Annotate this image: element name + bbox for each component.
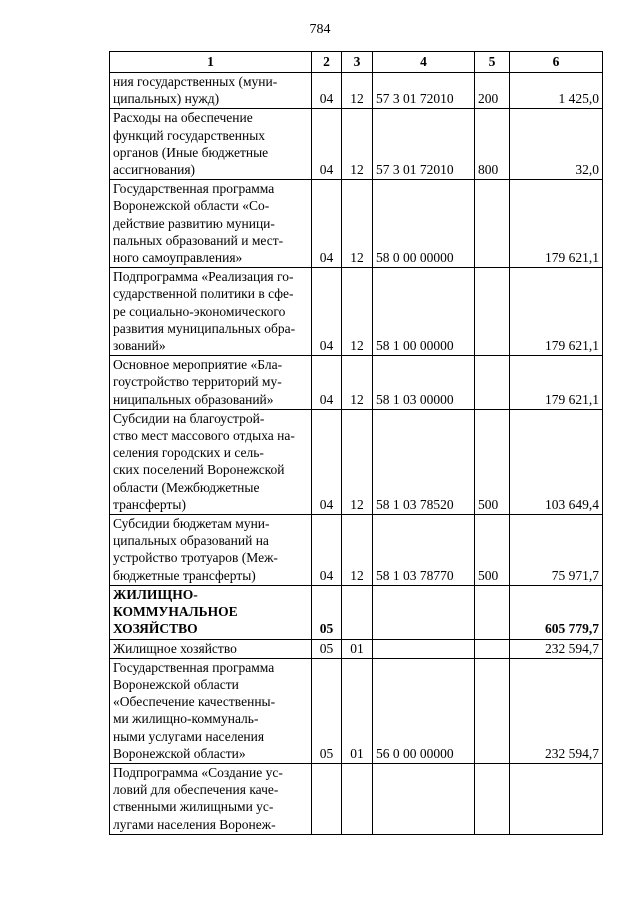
- row-name-cell: [110, 109, 312, 180]
- row-name-line: ре социально-экономического: [113, 303, 286, 319]
- row-name-cell: [110, 585, 312, 639]
- row-name-line: развития муниципальных обра-: [113, 320, 296, 336]
- row-amount-cell: 232 594,7: [510, 639, 603, 658]
- row-amount-cell: 179 621,1: [510, 356, 603, 410]
- row-expense-kind-cell: 500: [475, 409, 510, 514]
- row-name-line: ниципальных образований»: [113, 391, 274, 407]
- row-name-line: Государственная программа: [113, 181, 275, 197]
- row-subsection-cell: 12: [342, 268, 373, 356]
- row-name-line: функций государственных: [113, 127, 266, 143]
- row-name-line: ми жилищно-коммуналь-: [113, 711, 259, 727]
- row-name-line: Жилищное хозяйство: [113, 640, 237, 656]
- row-section-cell: 04: [312, 180, 342, 268]
- row-name-cell: [110, 268, 312, 356]
- row-name-line: ловий для обеспечения каче-: [113, 782, 279, 798]
- row-target-code-cell: 58 1 03 78520: [373, 409, 475, 514]
- table-row: [110, 585, 603, 639]
- row-name-cell: [110, 515, 312, 586]
- row-section-cell: 04: [312, 356, 342, 410]
- row-name-cell: [110, 639, 312, 658]
- table-header-row: [110, 52, 603, 73]
- row-target-code-cell: [373, 585, 475, 639]
- table-row: [110, 639, 603, 658]
- row-target-code-cell: 57 3 01 72010: [373, 73, 475, 109]
- row-name-line: ХОЗЯЙСТВО: [113, 621, 198, 637]
- row-expense-kind-cell: 500: [475, 515, 510, 586]
- row-section-cell: [312, 763, 342, 834]
- row-name-line: гоустройство территорий му-: [113, 374, 282, 390]
- row-amount-cell: 605 779,7: [510, 585, 603, 639]
- row-expense-kind-cell: [475, 585, 510, 639]
- row-section-cell: 05: [312, 585, 342, 639]
- row-amount-cell: 75 971,7: [510, 515, 603, 586]
- table-row: [110, 109, 603, 180]
- row-name-line: Субсидии на благоустрой-: [113, 410, 265, 426]
- row-expense-kind-cell: 800: [475, 109, 510, 180]
- row-name-cell: [110, 73, 312, 109]
- row-amount-cell: 179 621,1: [510, 268, 603, 356]
- row-name-line: действие развитию муници-: [113, 215, 275, 231]
- row-subsection-cell: 01: [342, 658, 373, 763]
- row-subsection-cell: 12: [342, 109, 373, 180]
- row-name-line: Воронежской области «Со-: [113, 198, 270, 214]
- row-name-line: ного самоуправления»: [113, 250, 243, 266]
- row-subsection-cell: 12: [342, 409, 373, 514]
- row-name-line: области (Межбюджетные: [113, 479, 260, 495]
- row-target-code-cell: 56 0 00 00000: [373, 658, 475, 763]
- row-section-cell: 04: [312, 73, 342, 109]
- row-target-code-cell: [373, 763, 475, 834]
- row-name-line: Государственная программа: [113, 659, 275, 675]
- row-name-line: ципальных) нужд): [113, 91, 220, 107]
- header-cell-amount: 6: [510, 52, 603, 73]
- row-name-cell: [110, 658, 312, 763]
- row-name-line: зований»: [113, 338, 166, 354]
- row-section-cell: 04: [312, 409, 342, 514]
- row-name-line: трансферты): [113, 496, 186, 512]
- row-name-line: Субсидии бюджетам муни-: [113, 516, 270, 532]
- row-expense-kind-cell: [475, 639, 510, 658]
- row-section-cell: 04: [312, 109, 342, 180]
- row-name-line: селения городских и сель-: [113, 445, 264, 461]
- table-row: [110, 180, 603, 268]
- row-name-line: ципальных образований на: [113, 533, 269, 549]
- row-name-line: ство мест массового отдыха на-: [113, 428, 295, 444]
- row-expense-kind-cell: 200: [475, 73, 510, 109]
- table-row: [110, 268, 603, 356]
- row-expense-kind-cell: [475, 658, 510, 763]
- row-amount-cell: 232 594,7: [510, 658, 603, 763]
- row-subsection-cell: [342, 763, 373, 834]
- table-row: [110, 409, 603, 514]
- header-cell-section: 2: [312, 52, 342, 73]
- row-name-line: бюджетные трансферты): [113, 567, 256, 583]
- row-name-line: Основное мероприятие «Бла-: [113, 357, 283, 373]
- row-name-line: Подпрограмма «Создание ус-: [113, 764, 283, 780]
- row-expense-kind-cell: [475, 763, 510, 834]
- row-name-line: органов (Иные бюджетные: [113, 144, 269, 160]
- header-cell-name: 1: [110, 52, 312, 73]
- row-name-line: Воронежской области: [113, 676, 239, 692]
- row-name-line: ЖИЛИЩНО-: [113, 586, 198, 602]
- header-cell-expense-kind: 5: [475, 52, 510, 73]
- row-subsection-cell: 12: [342, 515, 373, 586]
- row-section-cell: 05: [312, 639, 342, 658]
- row-name-cell: [110, 409, 312, 514]
- row-name-cell: [110, 356, 312, 410]
- row-name-line: устройство тротуаров (Меж-: [113, 550, 278, 566]
- row-name-line: сударственной политики в сфе-: [113, 286, 294, 302]
- row-target-code-cell: 58 0 00 00000: [373, 180, 475, 268]
- row-target-code-cell: 58 1 03 78770: [373, 515, 475, 586]
- page-number: 784: [309, 22, 331, 37]
- table-row: [110, 658, 603, 763]
- header-cell-subsection: 3: [342, 52, 373, 73]
- row-expense-kind-cell: [475, 356, 510, 410]
- row-amount-cell: 179 621,1: [510, 180, 603, 268]
- row-name-line: лугами населения Воронеж-: [113, 816, 276, 832]
- table-row: [110, 356, 603, 410]
- row-name-line: ными услугами населения: [113, 728, 265, 744]
- row-amount-cell: [510, 763, 603, 834]
- row-name-line: Расходы на обеспечение: [113, 110, 253, 126]
- row-expense-kind-cell: [475, 268, 510, 356]
- row-name-line: «Обеспечение качественны-: [113, 694, 276, 710]
- row-subsection-cell: 12: [342, 180, 373, 268]
- row-name-line: КОММУНАЛЬНОЕ: [113, 604, 238, 620]
- budget-table: [109, 51, 603, 835]
- row-name-line: ния государственных (муни-: [113, 74, 278, 89]
- row-target-code-cell: [373, 639, 475, 658]
- row-target-code-cell: 58 1 00 00000: [373, 268, 475, 356]
- row-section-cell: 04: [312, 268, 342, 356]
- row-name-cell: [110, 180, 312, 268]
- row-target-code-cell: 58 1 03 00000: [373, 356, 475, 410]
- row-expense-kind-cell: [475, 180, 510, 268]
- row-amount-cell: 103 649,4: [510, 409, 603, 514]
- row-target-code-cell: 57 3 01 72010: [373, 109, 475, 180]
- row-name-line: пальных образований и мест-: [113, 232, 284, 248]
- row-section-cell: 04: [312, 515, 342, 586]
- row-name-cell: [110, 763, 312, 834]
- row-subsection-cell: 01: [342, 639, 373, 658]
- row-name-line: ственными жилищными ус-: [113, 799, 274, 815]
- row-subsection-cell: [342, 585, 373, 639]
- row-amount-cell: 1 425,0: [510, 73, 603, 109]
- row-section-cell: 05: [312, 658, 342, 763]
- row-subsection-cell: 12: [342, 73, 373, 109]
- row-name-line: ских поселений Воронежской: [113, 462, 285, 478]
- table-row: [110, 515, 603, 586]
- row-subsection-cell: 12: [342, 356, 373, 410]
- header-cell-target-code: 4: [373, 52, 475, 73]
- table-row: [110, 73, 603, 109]
- row-amount-cell: 32,0: [510, 109, 603, 180]
- row-name-line: ассигнования): [113, 162, 196, 178]
- row-name-line: Подпрограмма «Реализация го-: [113, 269, 294, 285]
- row-name-line: Воронежской области»: [113, 745, 246, 761]
- table-row: [110, 763, 603, 834]
